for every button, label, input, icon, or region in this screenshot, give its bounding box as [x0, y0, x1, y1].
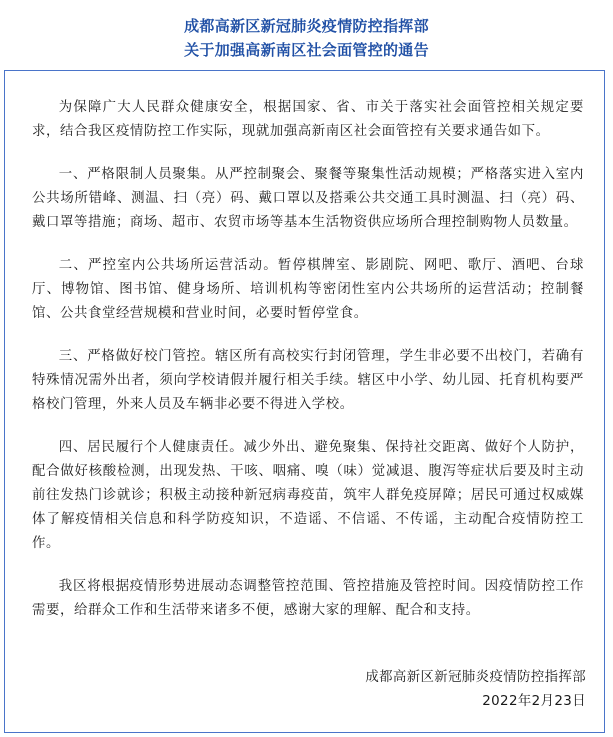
- paragraph-item-1: 一、严格限制人员聚集。从严控制聚会、聚餐等聚集性活动规模；严格落实进入室内公共场所错峰、测温、扫（亮）码、戴口罩以及搭乘公共交通工具时测温、扫（亮）码、戴口罩等措施；商场、超市、农贸市场等基本生活物资供应场所合理控制购物人员数量。: [32, 167, 584, 230]
- title-line-1: 成都高新区新冠肺炎疫情防控指挥部: [184, 17, 429, 35]
- notice-body: [32, 96, 584, 642]
- paragraph-closing: 我区将根据疫情形势进展动态调整管控范围、管控措施及管控时间。因疫情防控工作需要，给群众工作和生活带来诸多不便，感谢大家的理解、配合和支持。: [32, 579, 584, 618]
- notice-title: [0, 14, 613, 62]
- paragraph-item-4: 四、居民履行个人健康责任。减少外出、避免聚集、保持社交距离、做好个人防护，配合做好核酸检测，出现发热、干咳、咽痛、嗅（味）觉减退、腹泻等症状后要及时主动前往发热门诊就诊；积极主动接种新冠病毒疫苗，筑牢人群免疫屏障；居民可通过权威媒体了解疫情相关信息和科学防疫知识，不造谣、不信谣、不传谣，主动配合疫情防控工作。: [32, 440, 584, 551]
- signature-date: 2022年2月23日: [482, 694, 586, 709]
- paragraph-item-2: 二、严控室内公共场所运营活动。暂停棋牌室、影剧院、网吧、歌厅、酒吧、台球厅、博物馆、图书馆、健身场所、培训机构等密闭性室内公共场所的运营活动；控制餐馆、公共食堂经营规模和营业时间，必要时暂停堂食。: [32, 258, 584, 321]
- signature-organization: 成都高新区新冠肺炎疫情防控指挥部: [365, 670, 586, 685]
- paragraph-item-3: 三、严格做好校门管控。辖区所有高校实行封闭管理，学生非必要不出校门，若确有特殊情况需外出者，须向学校请假并履行相关手续。辖区中小学、幼儿园、托育机构要严格校门管理，外来人员及车辆非必要不得进入学校。: [32, 349, 584, 412]
- title-line-2: 关于加强高新南区社会面管控的通告: [184, 41, 429, 59]
- paragraph-intro: 为保障广大人民群众健康安全，根据国家、省、市关于落实社会面管控相关规定要求，结合我区疫情防控工作实际，现就加强高新南区社会面管控有关要求通告如下。: [32, 100, 584, 139]
